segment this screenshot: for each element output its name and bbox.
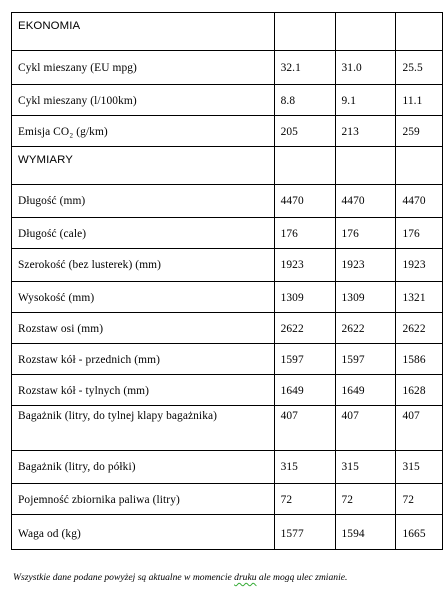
value-cell: 8.8 [274,85,335,116]
value-cell: 213 [335,116,396,147]
section-header-row [12,147,443,185]
empty-cell [335,13,396,51]
value-cell: 176 [335,218,396,249]
value-cell: 9.1 [335,85,396,116]
value-cell: 1586 [396,344,443,375]
table-row [12,375,443,406]
value-cell: 407 [396,406,443,451]
value-cell: 1597 [335,344,396,375]
row-label: Rozstaw kół - przednich (mm) [12,344,275,375]
value-cell: 176 [396,218,443,249]
value-cell: 1594 [335,515,396,550]
value-cell: 205 [274,116,335,147]
value-cell: 1309 [274,282,335,313]
table-row [12,344,443,375]
value-cell: 72 [274,484,335,515]
footer-note [13,572,347,583]
table-row [12,249,443,282]
value-cell: 1923 [274,249,335,282]
footer-text-marked: druku [234,572,257,583]
value-cell: 1923 [396,249,443,282]
table-row [12,85,443,116]
section-header-row [12,13,443,51]
value-cell: 1309 [335,282,396,313]
value-cell: 315 [396,451,443,484]
value-cell: 11.1 [396,85,443,116]
value-cell: 259 [396,116,443,147]
footer-text-after: ale mogą ulec zmianie. [256,572,348,583]
section-title: EKONOMIA [12,13,275,51]
value-cell: 32.1 [274,51,335,85]
table-row [12,185,443,218]
value-cell: 1665 [396,515,443,550]
value-cell: 1577 [274,515,335,550]
row-label: Emisja CO₂ (g/km) [12,116,275,147]
value-cell: 25.5 [396,51,443,85]
value-cell: 176 [274,218,335,249]
value-cell: 1628 [396,375,443,406]
value-cell: 4470 [396,185,443,218]
section-title: WYMIARY [12,147,275,185]
table-row [12,116,443,147]
spec-table [11,12,443,550]
table-row [12,451,443,484]
empty-cell [335,147,396,185]
value-cell: 1597 [274,344,335,375]
table-row [12,51,443,85]
row-label: Szerokość (bez lusterek) (mm) [12,249,275,282]
value-cell: 72 [335,484,396,515]
value-cell: 4470 [274,185,335,218]
value-cell: 1321 [396,282,443,313]
row-label: Rozstaw osi (mm) [12,313,275,344]
value-cell: 1923 [335,249,396,282]
value-cell: 2622 [274,313,335,344]
row-label: Rozstaw kół - tylnych (mm) [12,375,275,406]
value-cell: 315 [335,451,396,484]
row-label: Waga od (kg) [12,515,275,550]
row-label: Bagażnik (litry, do tylnej klapy bagażnika) [12,406,275,451]
table-row [12,218,443,249]
value-cell: 1649 [274,375,335,406]
value-cell: 4470 [335,185,396,218]
row-label: Pojemność zbiornika paliwa (litry) [12,484,275,515]
value-cell: 2622 [335,313,396,344]
row-label: Wysokość (mm) [12,282,275,313]
table-row [12,406,443,451]
value-cell: 1649 [335,375,396,406]
table-row [12,282,443,313]
table-row [12,484,443,515]
row-label: Cykl mieszany (l/100km) [12,85,275,116]
value-cell: 31.0 [335,51,396,85]
table-row [12,313,443,344]
value-cell: 407 [274,406,335,451]
empty-cell [274,13,335,51]
empty-cell [396,147,443,185]
row-label: Długość (mm) [12,185,275,218]
value-cell: 407 [335,406,396,451]
row-label: Bagażnik (litry, do półki) [12,451,275,484]
table-row [12,515,443,550]
footer-text-before: Wszystkie dane podane powyżej są aktualne w momencie [13,572,235,583]
empty-cell [274,147,335,185]
value-cell: 2622 [396,313,443,344]
value-cell: 315 [274,451,335,484]
row-label: Cykl mieszany (EU mpg) [12,51,275,85]
value-cell: 72 [396,484,443,515]
empty-cell [396,13,443,51]
row-label: Długość (cale) [12,218,275,249]
